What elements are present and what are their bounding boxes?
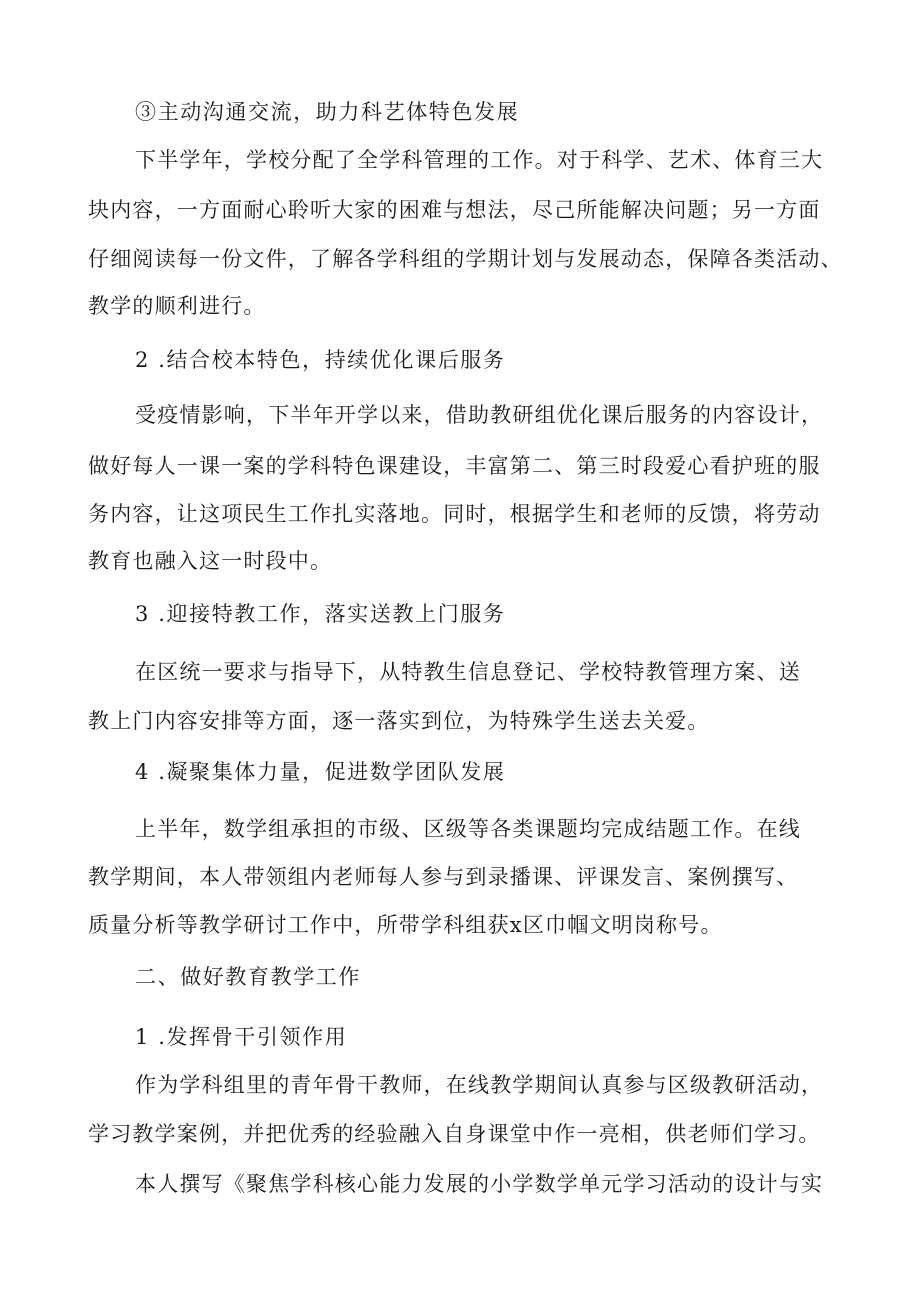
paragraph-line: 作为学科组里的青年骨干教师，在线教学期间认真参与区级教研活动， (135, 1073, 824, 1097)
section-heading-2: 2 .结合校本特色，持续优化课后服务 (135, 348, 506, 372)
paragraph-line: 教学期间，本人带领组内老师每人参与到录播课、评课发言、案例撰写、 (88, 865, 799, 889)
paragraph-line: 做好每人一课一案的学科特色课建设，丰富第二、第三时段爱心看护班的服 (88, 454, 821, 478)
subheading-communication: ③主动沟通交流，助力科艺体特色发展 (135, 100, 520, 124)
paragraph-line: 务内容，让这项民生工作扎实落地。同时，根据学生和老师的反馈，将劳动 (88, 502, 821, 526)
paragraph-line: 块内容，一方面耐心聆听大家的困难与想法，尽己所能解决问题；另一方面 (88, 198, 821, 222)
paragraph-line: 质量分析等教学研讨工作中，所带学科组获x区巾帼文明岗称号。 (88, 913, 723, 937)
paragraph-line: 仔细阅读每一份文件，了解各学科组的学期计划与发展动态，保障各类活动、 (88, 247, 843, 271)
section-heading-1: 1 .发挥骨干引领作用 (135, 1025, 348, 1049)
paragraph-line: 受疫情影响，下半年开学以来，借助教研组优化课后服务的内容设计， (135, 403, 824, 427)
paragraph-line: 本人撰写《聚焦学科核心能力发展的小学数学单元学习活动的设计与实 (135, 1172, 824, 1196)
paragraph-line: 下半学年，学校分配了全学科管理的工作。对于科学、艺术、体育三大 (135, 148, 824, 172)
paragraph-line: 教学的顺利进行。 (88, 294, 266, 318)
section-heading-4: 4 .凝聚集体力量，促进数学团队发展 (135, 760, 506, 784)
paragraph-line: 上半年，数学组承担的市级、区级等各类课题均完成结题工作。在线 (135, 817, 801, 841)
paragraph-line: 学习教学案例，并把优秀的经验融入自身课堂中作一亮相，供老师们学习。 (88, 1122, 821, 1146)
paragraph-line: 在区统一要求与指导下，从特教生信息登记、学校特教管理方案、送 (135, 660, 801, 684)
paragraph-line: 教上门内容安排等方面，逐一落实到位，为特殊学生送去关爱。 (88, 709, 710, 733)
paragraph-line: 教育也融入这一时段中。 (88, 549, 333, 573)
section-heading-3: 3 .迎接特教工作，落实送教上门服务 (135, 602, 506, 626)
chapter-heading: 二、做好教育教学工作 (135, 965, 361, 989)
